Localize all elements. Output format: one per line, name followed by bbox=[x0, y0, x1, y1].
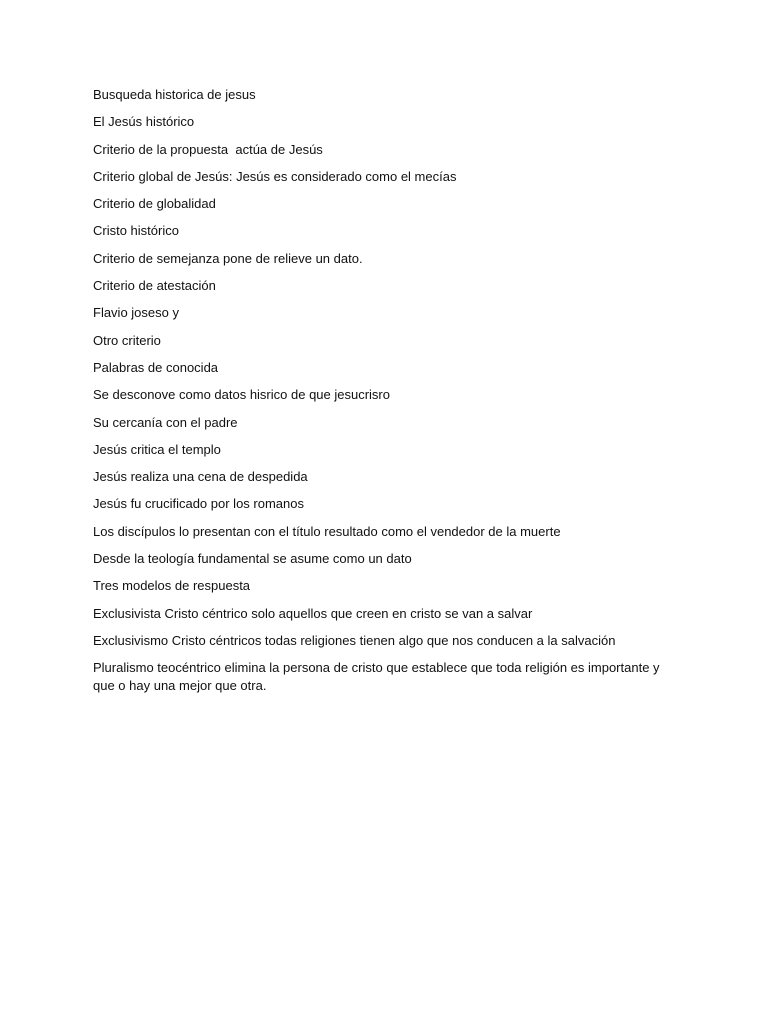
text-line-4: Criterio global de Jesús: Jesús es considerado como el mecías bbox=[93, 168, 457, 184]
text-line-21: Exclusivismo Cristo céntricos todas religiones tienen algo que nos conducen a la salvación bbox=[93, 632, 616, 648]
text-line-18: Desde la teología fundamental se asume como un dato bbox=[93, 551, 412, 567]
document-body bbox=[93, 86, 683, 705]
text-line-6: Cristo histórico bbox=[93, 223, 179, 239]
text-line-9: Flavio joseso y bbox=[93, 305, 179, 321]
text-line-14: Jesús critica el templo bbox=[93, 441, 221, 457]
text-line-3: Criterio de la propuesta actúa de Jesús bbox=[93, 141, 323, 157]
text-line-22: Pluralismo teocéntrico elimina la persona de cristo que establece que toda religión es importante y que o hay una mejor que otra. bbox=[93, 660, 660, 694]
text-line-19: Tres modelos de respuesta bbox=[93, 578, 251, 594]
text-line-16: Jesús fu crucificado por los romanos bbox=[93, 496, 304, 512]
text-line-8: Criterio de atestación bbox=[93, 278, 216, 294]
text-line-15: Jesús realiza una cena de despedida bbox=[93, 469, 308, 485]
text-line-20: Exclusivista Cristo céntrico solo aquellos que creen en cristo se van a salvar bbox=[93, 605, 533, 621]
text-line-10: Otro criterio bbox=[93, 332, 161, 348]
text-line-1: Busqueda historica de jesus bbox=[93, 87, 256, 102]
text-line-13: Su cercanía con el padre bbox=[93, 414, 238, 430]
text-line-2: El Jesús histórico bbox=[93, 114, 195, 130]
text-line-11: Palabras de conocida bbox=[93, 359, 219, 375]
text-line-5: Criterio de globalidad bbox=[93, 196, 216, 212]
text-line-12: Se desconove como datos hisrico de que jesucrisro bbox=[93, 387, 390, 403]
text-line-7: Criterio de semejanza pone de relieve un dato. bbox=[93, 250, 363, 266]
text-line-17: Los discípulos lo presentan con el título resultado como el vendedor de la muerte bbox=[93, 523, 561, 539]
